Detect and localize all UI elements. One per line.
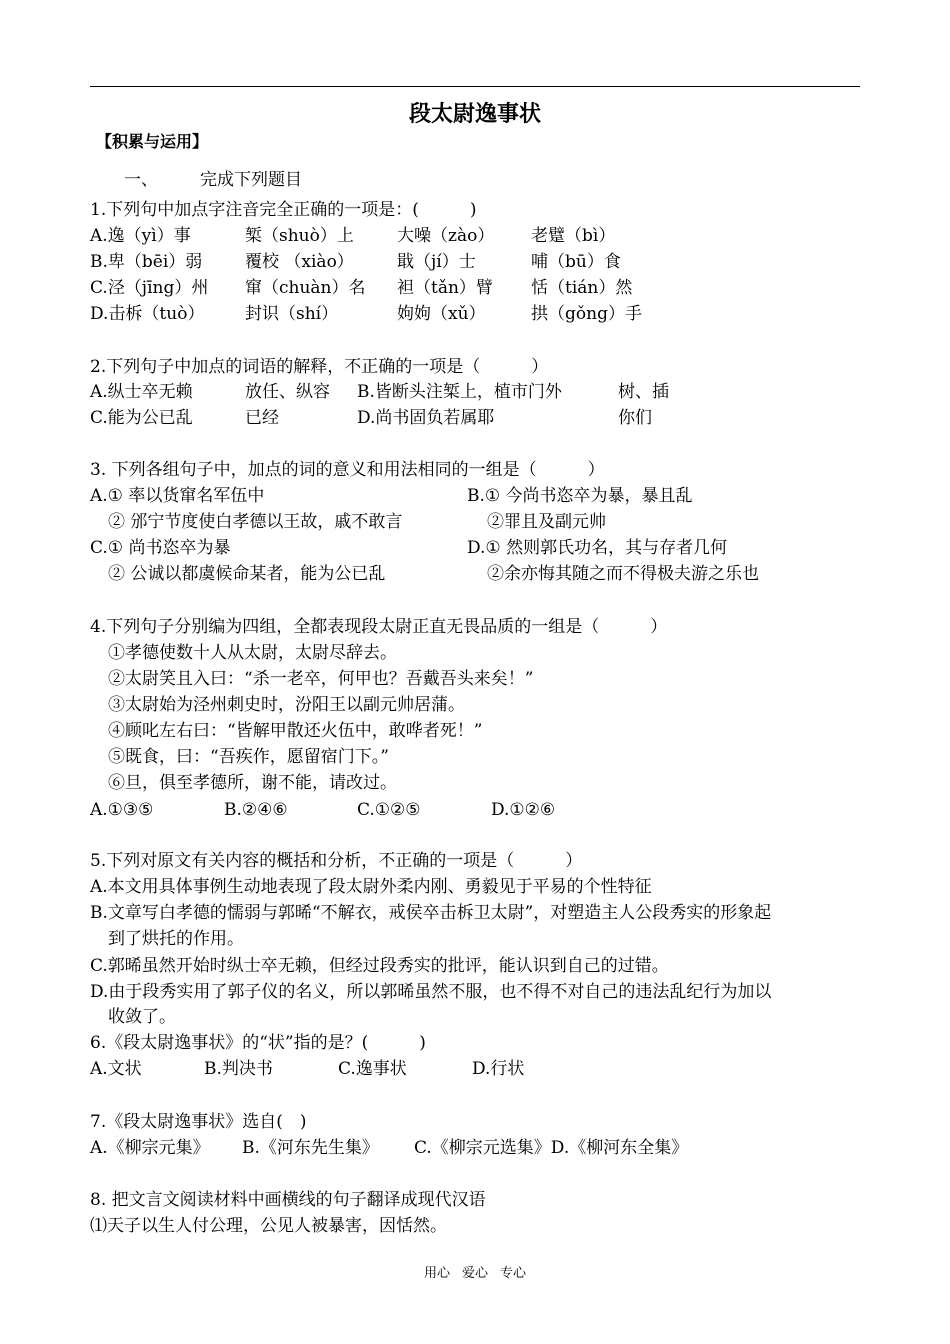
q1-opt: 大噪（zào） <box>397 226 495 246</box>
q2-opt-d: D.尚书固负若属耶 <box>357 408 495 428</box>
q5-opt-c: C.郭晞虽然开始时纵士卒无赖，但经过段秀实的批评，能认识到自己的过错。 <box>90 956 669 976</box>
q4-stem: 4.下列句子分别编为四组，全都表现段太尉正直无畏品质的一组是（ ） <box>90 617 668 637</box>
footer-word: 爱心 <box>461 1266 488 1281</box>
q3-opt-d1: D.① 然则郭氏功名，其与存者几何 <box>467 538 728 558</box>
q5-opt-b-cont: 到了烘托的作用。 <box>108 929 244 949</box>
q1-opt: 哺（bū）食 <box>531 252 621 272</box>
q6-option: D.行状 <box>472 1059 525 1079</box>
q1-opt: C.泾（jīng）州 <box>90 278 209 298</box>
q4-item: ⑤既食，曰：“吾疾作，愿留宿门下。” <box>108 747 389 767</box>
q2-gloss-c: 已经 <box>245 408 279 428</box>
q1-opt: 袒（tǎn）臂 <box>397 278 493 298</box>
q2-gloss-d: 你们 <box>618 408 652 428</box>
q1-opt: A.逸（yì）事 <box>90 226 191 246</box>
q3-opt-a2: ② 邠宁节度使白孝德以王故，戚不敢言 <box>108 512 403 532</box>
q1-opt: B.卑（bēi）弱 <box>90 252 203 272</box>
q4-item: ①孝德使数十人从太尉，太尉尽辞去。 <box>108 643 397 663</box>
q4-option: A.①③⑤ <box>90 800 154 820</box>
q3-opt-d2: ②余亦悔其随之而不得极夫游之乐也 <box>487 564 759 584</box>
q1-opt: 覆校 （xiào） <box>245 252 354 272</box>
q4-option: B.②④⑥ <box>224 800 288 820</box>
q5-opt-d: D.由于段秀实用了郭子仪的名义，所以郭晞虽然不服，也不得不对自己的违法乱纪行为加以 <box>90 982 772 1002</box>
q8-item: ⑴天子以生人付公理，公见人被暴害，因恬然。 <box>90 1216 447 1236</box>
q4-item: ③太尉始为泾州刺史时，汾阳王以副元帅居蒲。 <box>108 695 465 715</box>
q6-stem: 6.《段太尉逸事状》的“状”指的是？( ) <box>90 1033 426 1053</box>
q2-opt-b: B.皆断头注椠上，植市门外 <box>357 382 562 402</box>
q1-opt: 椠（shuò）上 <box>245 226 354 246</box>
page-footer <box>0 1262 950 1281</box>
q6-option: C.逸事状 <box>338 1059 407 1079</box>
part-number: 一、 <box>124 170 158 190</box>
q1-opt: D.击柝（tuò） <box>90 304 205 324</box>
q7-option: A.《柳宗元集》 <box>90 1138 210 1158</box>
q8-stem: 8. 把文言文阅读材料中画横线的句子翻译成现代汉语 <box>90 1190 486 1210</box>
q2-gloss-a: 放任、纵容 <box>245 382 330 402</box>
footer-word: 用心 <box>423 1266 450 1281</box>
footer-word: 专心 <box>500 1266 527 1281</box>
q5-stem: 5.下列对原文有关内容的概括和分析，不正确的一项是（ ） <box>90 851 583 871</box>
q3-opt-b2: ②罪且及副元帅 <box>487 512 606 532</box>
q1-opt: 老躄（bì） <box>531 226 616 246</box>
q3-opt-c2: ② 公诚以都虞候命某者，能为公已乱 <box>108 564 386 584</box>
q5-opt-a: A.本文用具体事例生动地表现了段太尉外柔内刚、勇毅见于平易的个性特征 <box>90 877 652 897</box>
q1-opt: 姁姁（xǔ） <box>397 304 486 324</box>
part-text: 完成下列题目 <box>200 170 302 190</box>
q4-item: ②太尉笑且入曰：“杀一老卒，何甲也？吾戴吾头来矣！” <box>108 669 534 689</box>
q6-option: A.文状 <box>90 1059 142 1079</box>
q3-stem: 3. 下列各组句子中，加点的词的意义和用法相同的一组是（ ） <box>90 460 605 480</box>
page-title: 段太尉逸事状 <box>408 102 541 127</box>
q1-opt: 拱（gǒng）手 <box>531 304 642 324</box>
q4-item: ④顾叱左右曰：“皆解甲散还火伍中，敢哗者死！” <box>108 721 483 741</box>
q5-opt-d-cont: 收敛了。 <box>108 1007 176 1027</box>
q7-stem: 7.《段太尉逸事状》选自( ) <box>90 1112 307 1132</box>
q4-option: D.①②⑥ <box>491 800 556 820</box>
q3-opt-c1: C.① 尚书恣卒为暴 <box>90 538 231 558</box>
section-heading: 【积累与运用】 <box>96 132 209 151</box>
q1-opt: 窜（chuàn）名 <box>245 278 366 298</box>
q1-stem: 1.下列句中加点字注音完全正确的一项是：( ) <box>90 200 477 220</box>
q2-gloss-b: 树、插 <box>618 382 669 402</box>
q2-opt-c: C.能为公已乱 <box>90 408 193 428</box>
q2-stem: 2.下列句子中加点的词语的解释，不正确的一项是（ ） <box>90 357 549 377</box>
q4-item: ⑥旦，俱至孝德所，谢不能，请改过。 <box>108 773 397 793</box>
header-rule <box>90 86 860 87</box>
q5-opt-b: B.文章写白孝德的懦弱与郭晞“不解衣，戒侯卒击柝卫太尉”，对塑造主人公段秀实的形象起 <box>90 903 772 923</box>
q1-opt: 戢（jí）士 <box>397 252 476 272</box>
q1-opt: 恬（tián）然 <box>531 278 633 298</box>
q6-option: B.判决书 <box>204 1059 273 1079</box>
q7-option: C.《柳宗元选集》D.《柳河东全集》 <box>414 1138 689 1158</box>
q3-opt-b1: B.① 今尚书恣卒为暴，暴且乱 <box>467 486 693 506</box>
q7-option: B.《河东先生集》 <box>242 1138 379 1158</box>
q3-opt-a1: A.① 率以货窜名军伍中 <box>90 486 265 506</box>
q2-opt-a: A.纵士卒无赖 <box>90 382 193 402</box>
part-heading <box>124 165 344 190</box>
q1-opt: 封识（shí） <box>245 304 339 324</box>
q4-option: C.①②⑤ <box>357 800 421 820</box>
